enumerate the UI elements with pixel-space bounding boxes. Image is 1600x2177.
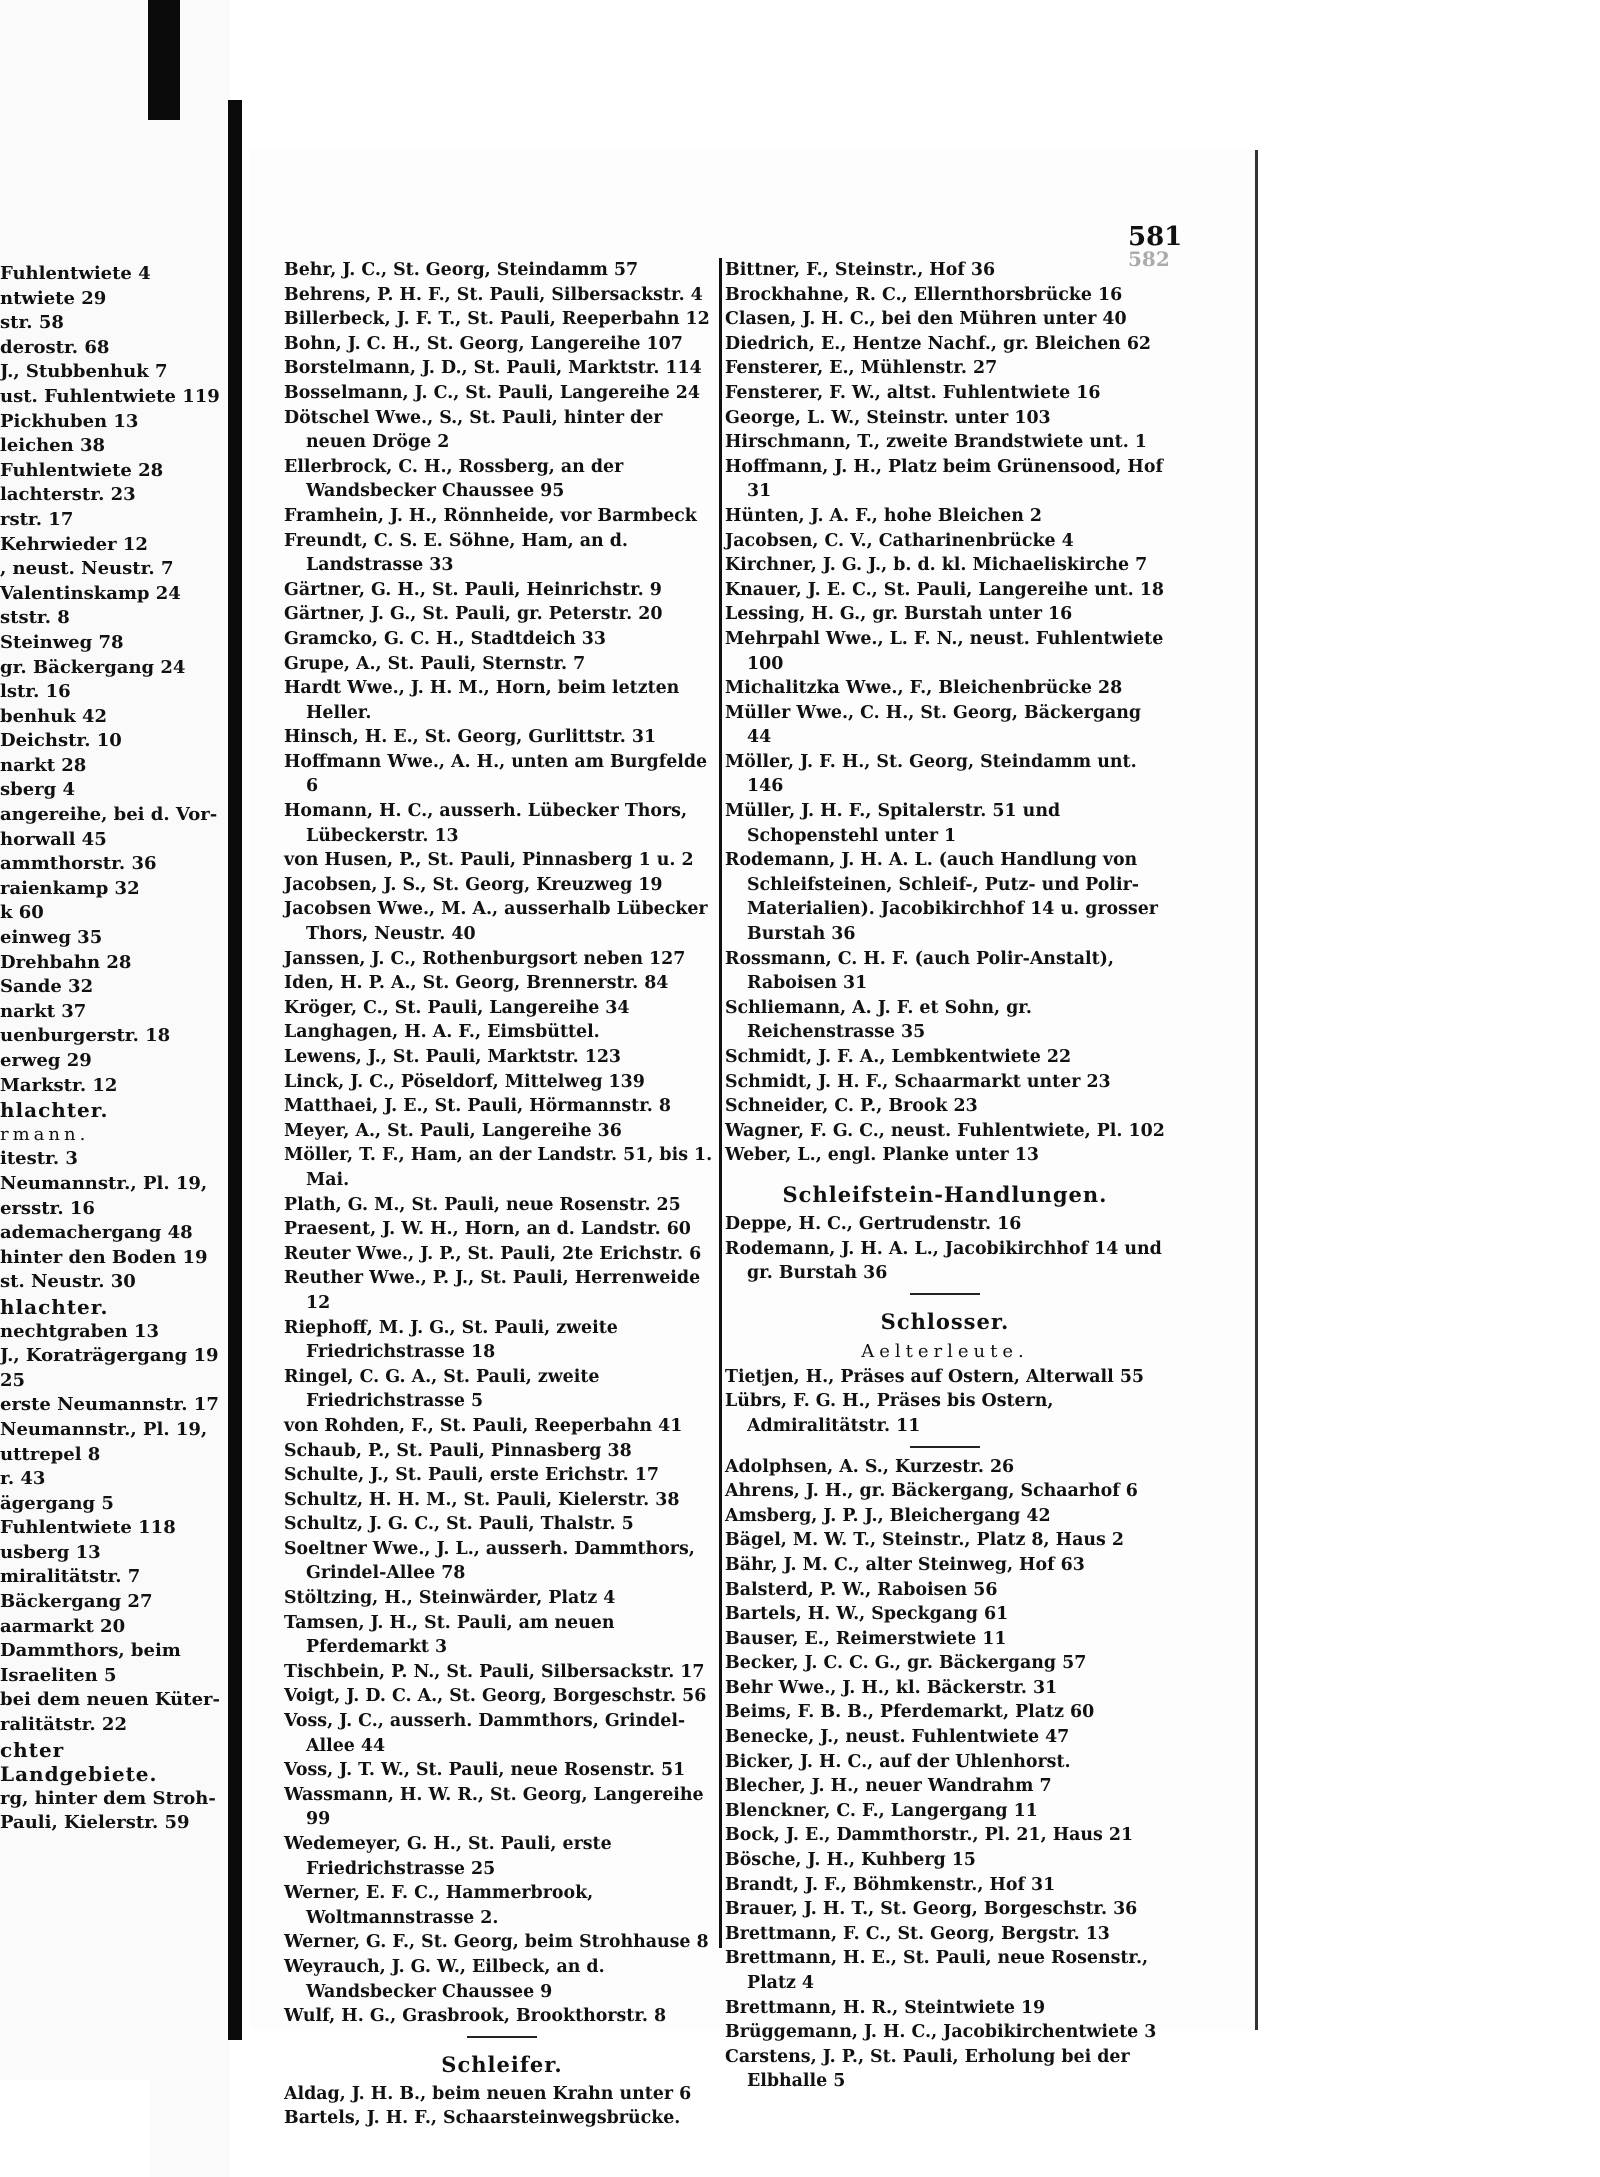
left-page-fragment: Fuhlentwiete 28 [0,459,164,481]
bottom-margin [0,2080,150,2177]
left-page-fragment: ägergang 5 [0,1492,114,1514]
heading-schleifstein-handlungen: Schleifstein-Handlungen. [782,1181,1108,1207]
directory-entry: Reuter Wwe., J. P., St. Pauli, 2te Erichstr. 6 [284,1243,702,1264]
left-page-fragment: ust. Fuhlentwiete 119 [0,385,220,407]
directory-entry: Beims, F. B. B., Pferdemarkt, Platz 60 [725,1702,1095,1723]
directory-entry: Deppe, H. C., Gertrudenstr. 16 [725,1213,1022,1234]
directory-entry: Schliemann, A. J. F. et Sohn, gr. Reichenstrasse 35 [725,997,1032,1043]
directory-entry: Praesent, J. W. H., Horn, an d. Landstr. 60 [284,1219,691,1240]
left-page-fragment: aarmarkt 20 [0,1615,126,1637]
left-page-fragment: rg, hinter dem Stroh- [0,1787,216,1809]
directory-entry: Ellerbrock, C. H., Rossberg, an der Wandsbecker Chaussee 95 [284,456,624,502]
left-page-fragment: k 60 [0,902,44,924]
left-page-fragment: Fuhlentwiete 4 [0,263,151,284]
left-page-fragment: hinter den Boden 19 [0,1246,208,1268]
directory-entry: Billerbeck, J. F. T., St. Pauli, Reeperbahn 12 [284,309,710,330]
directory-entry: Lübrs, F. G. H., Präses bis Ostern, Admiralitätstr. 11 [725,1391,1054,1436]
left-page-fragment: Israeliten 5 [0,1664,117,1686]
directory-entry: Voigt, J. D. C. A., St. Georg, Borgeschstr. 56 [284,1686,707,1707]
left-page-fragment: ersstr. 16 [0,1197,95,1219]
directory-entry: Brandt, J. F., Böhmkenstr., Hof 31 [725,1874,1056,1895]
directory-entry: Müller, J. H. F., Spitalerstr. 51 und Schopenstehl unter 1 [725,801,1061,846]
left-page-fragment: ststr. 8 [0,607,70,629]
left-page-fragment: rstr. 17 [0,508,74,530]
left-page-fragment: rmann. [0,1123,90,1145]
section-divider [910,1293,980,1295]
directory-entry: Wagner, F. G. C., neust. Fuhlentwiete, Pl. 102 [725,1120,1165,1141]
directory-entry: Framhein, J. H., Rönnheide, vor Barmbeck [284,505,697,526]
left-page-fragment: miralitätstr. 7 [0,1566,141,1588]
section-divider [910,1446,980,1448]
directory-entry: Hoffmann Wwe., A. H., unten am Burgfelde 6 [284,751,708,797]
left-page-fragment: Steinweg 78 [0,631,124,653]
left-page-fragment: Fuhlentwiete 118 [0,1517,176,1539]
directory-entry: Plath, G. M., St. Pauli, neue Rosenstr. 25 [284,1194,681,1215]
directory-entry: Hünten, J. A. F., hohe Bleichen 2 [725,505,1042,526]
directory-entry: Aldag, J. H. B., beim neuen Krahn unter 6 [284,2083,692,2104]
directory-entry: Hardt Wwe., J. H. M., Horn, beim letzten Heller. [284,678,680,723]
column-2 [725,258,1165,2094]
directory-entry: Rossmann, C. H. F. (auch Polir-Anstalt), Raboisen 31 [725,948,1114,994]
left-page-fragment: lstr. 16 [0,681,71,703]
directory-entry: Balsterd, P. W., Raboisen 56 [725,1579,998,1600]
directory-entry: Bauser, E., Reimerstwiete 11 [725,1628,1007,1649]
directory-entry: Borstelmann, J. D., St. Pauli, Marktstr. 114 [284,358,702,379]
directory-entry: Knauer, J. E. C., St. Pauli, Langereihe unt. 18 [725,579,1164,600]
directory-entry: Brockhahne, R. C., Ellernthorsbrücke 16 [725,284,1123,305]
directory-entry: Iden, H. P. A., St. Georg, Brennerstr. 84 [284,973,669,994]
directory-entry: Bittner, F., Steinstr., Hof 36 [725,260,996,280]
directory-entry: Grupe, A., St. Pauli, Sternstr. 7 [284,653,586,674]
directory-entry: Werner, E. F. C., Hammerbrook, Woltmannstrasse 2. [284,1883,594,1928]
directory-entry: Rodemann, J. H. A. L., Jacobikirchhof 14 und gr. Burstah 36 [725,1238,1162,1284]
directory-entry: Carstens, J. P., St. Pauli, Erholung bei der Elbhalle 5 [725,2046,1130,2092]
left-page [0,0,232,2040]
left-page-fragment: ademachergang 48 [0,1222,193,1244]
directory-entry: Voss, J. T. W., St. Pauli, neue Rosenstr. 51 [284,1760,686,1781]
column-1-entries [284,258,720,2029]
directory-entry: Bicker, J. H. C., auf der Uhlenhorst. [725,1751,1071,1772]
left-page-fragment: einweg 35 [0,927,103,949]
directory-entry: George, L. W., Steinstr. unter 103 [725,407,1051,428]
directory-entry: Schultz, H. H. M., St. Pauli, Kielerstr. 38 [284,1489,680,1510]
directory-entry: Blecher, J. H., neuer Wandrahm 7 [725,1776,1052,1797]
left-page-fragment: chter [0,1737,65,1762]
directory-entry: Blenckner, C. F., Langergang 11 [725,1800,1038,1821]
left-page-fragment: Pauli, Kielerstr. 59 [0,1812,190,1834]
directory-entry: Weyrauch, J. G. W., Eilbeck, an d. Wandsbecker Chaussee 9 [284,1956,605,2002]
schlosser-entries [725,1455,1165,2094]
heading-schleifer: Schleifer. [441,2051,563,2077]
left-page-fragment: raienkamp 32 [0,877,140,899]
left-page-fragment: Drehbahn 28 [0,951,132,973]
directory-entry: Hirschmann, T., zweite Brandstwiete unt. 1 [725,432,1147,453]
directory-entry: Hinsch, H. E., St. Georg, Gurlittstr. 31 [284,727,657,748]
directory-entry: Tischbein, P. N., St. Pauli, Silbersackstr. 17 [284,1661,705,1682]
directory-entry: Langhagen, H. A. F., Eimsbüttel. [284,1022,600,1043]
directory-entry: Wassmann, H. W. R., St. Georg, Langereihe 99 [284,1784,704,1830]
directory-entry: Jacobsen, C. V., Catharinenbrücke 4 [725,530,1074,551]
directory-entry: Weber, L., engl. Planke unter 13 [725,1145,1039,1166]
column-2-entries [725,258,1165,1168]
left-page-fragment: angereihe, bei d. Vor- [0,804,218,826]
left-page-fragment: erste Neumannstr. 17 [0,1394,219,1416]
left-page-fragment: Sande 32 [0,976,94,998]
left-page-fragment: uttrepel 8 [0,1443,101,1465]
directory-entry: Kirchner, J. G. J., b. d. kl. Michaeliskirche 7 [725,555,1148,576]
left-page-fragment: gr. Bäckergang 24 [0,656,186,678]
directory-entry: Mehrpahl Wwe., L. F. N., neust. Fuhlentwiete 100 [725,628,1164,674]
directory-entry: Adolphsen, A. S., Kurzestr. 26 [725,1456,1015,1477]
left-page-fragment: ammthorstr. 36 [0,853,157,875]
directory-entry: Meyer, A., St. Pauli, Langereihe 36 [284,1120,622,1141]
directory-entry: Soeltner Wwe., J. L., ausserh. Dammthors, Grindel-Allee 78 [284,1538,695,1584]
left-page-fragment: ralitätstr. 22 [0,1714,127,1736]
left-page-fragment: uenburgerstr. 18 [0,1025,171,1047]
directory-entry: Dötschel Wwe., S., St. Pauli, hinter der neuen Dröge 2 [284,407,663,453]
left-page-fragment: horwall 45 [0,828,107,850]
directory-entry: Bosselmann, J. C., St. Pauli, Langereihe 24 [284,382,701,403]
directory-entry: Brettmann, H. E., St. Pauli, neue Rosenstr., Platz 4 [725,1948,1149,1993]
directory-entry: Ringel, C. G. A., St. Pauli, zweite Friedrichstrasse 5 [284,1366,600,1412]
directory-entry: Ahrens, J. H., gr. Bäckergang, Schaarhof 6 [725,1481,1138,1502]
left-page-fragment: ntwiete 29 [0,287,107,309]
left-page-fragment: J., Stubbenhuk 7 [0,361,168,383]
left-page-fragment: Kehrwieder 12 [0,533,148,555]
left-page-fragment: usberg 13 [0,1541,101,1563]
schleifstein-entries [725,1212,1165,1286]
directory-entry: Gärtner, G. H., St. Pauli, Heinrichstr. 9 [284,579,662,600]
left-page-fragment: Neumannstr., Pl. 19, [0,1418,208,1440]
left-page-entries [0,262,232,1836]
directory-entry: Lewens, J., St. Pauli, Marktstr. 123 [284,1047,622,1067]
left-page-fragment: str. 58 [0,312,64,334]
page-number: 581 [1128,222,1183,252]
directory-entry: Schmidt, J. H. F., Schaarmarkt unter 23 [725,1071,1111,1092]
directory-entry: Schulte, J., St. Pauli, erste Erichstr. 17 [284,1465,659,1486]
left-page-fragment: Landgebiete. [0,1762,158,1787]
directory-entry: Tamsen, J. H., St. Pauli, am neuen Pferdemarkt 3 [284,1612,615,1658]
directory-entry: Bähr, J. M. C., alter Steinweg, Hof 63 [725,1554,1085,1575]
directory-entry: Janssen, J. C., Rothenburgsort neben 127 [284,948,686,969]
directory-entry: Jacobsen, J. S., St. Georg, Kreuzweg 19 [284,874,663,895]
left-page-fragment: r. 43 [0,1468,46,1490]
directory-entry: Bösche, J. H., Kuhberg 15 [725,1850,976,1871]
left-page-fragment: st. Neustr. 30 [0,1271,136,1293]
left-page-fragment: J., Koraträgergang 19 [0,1345,219,1367]
directory-entry: Fensterer, E., Mühlenstr. 27 [725,358,998,379]
left-page-fragment: Bäckergang 27 [0,1591,153,1613]
directory-entry: Wulf, H. G., Grasbrook, Brookthorstr. 8 [284,2006,667,2027]
directory-entry: Behrens, P. H. F., St. Pauli, Silbersackstr. 4 [284,284,703,305]
directory-entry: Gramcko, G. C. H., Stadtdeich 33 [284,628,606,649]
directory-entry: von Husen, P., St. Pauli, Pinnasberg 1 u. 2 [284,850,694,871]
directory-entry: Riephoff, M. J. G., St. Pauli, zweite Friedrichstrasse 18 [284,1317,618,1363]
left-page-fragment: bei dem neuen Küter- [0,1689,220,1711]
directory-entry: Freundt, C. S. E. Söhne, Ham, an d. Landstrasse 33 [284,530,628,576]
section-divider [467,2036,537,2038]
directory-entry: Linck, J. C., Pöseldorf, Mittelweg 139 [284,1071,645,1092]
directory-entry: Gärtner, J. G., St. Pauli, gr. Peterstr. 20 [284,604,663,625]
directory-entry: Brauer, J. H. T., St. Georg, Borgeschstr. 36 [725,1899,1138,1920]
directory-entry: Clasen, J. H. C., bei den Mühren unter 40 [725,309,1127,330]
left-page-fragment: 25 [0,1369,26,1391]
directory-entry: Schaub, P., St. Pauli, Pinnasberg 38 [284,1440,632,1461]
directory-entry: Diedrich, E., Hentze Nachf., gr. Bleichen 62 [725,333,1152,354]
directory-entry: Voss, J. C., ausserh. Dammthors, Grindel-Allee 44 [284,1711,686,1756]
left-page-fragment: Valentinskamp 24 [0,582,181,604]
directory-entry: Matthaei, J. E., St. Pauli, Hörmannstr. 8 [284,1096,671,1117]
left-page-fragment: Markstr. 12 [0,1074,118,1096]
directory-entry: Reuther Wwe., P. J., St. Pauli, Herrenweide 12 [284,1268,701,1313]
left-page-fragment: benhuk 42 [0,705,108,727]
directory-entry: Behr Wwe., J. H., kl. Bäckerstr. 31 [725,1677,1058,1698]
left-page-fragment: nechtgraben 13 [0,1320,160,1342]
left-page-fragment: sberg 4 [0,779,76,801]
left-page-fragment: erweg 29 [0,1050,92,1071]
directory-entry: Bartels, H. W., Speckgang 61 [725,1604,1009,1625]
left-page-fragment: , neust. Neustr. 7 [0,558,174,580]
heading-schlosser: Schlosser. [880,1308,1010,1334]
directory-entry: Brettmann, F. C., St. Georg, Bergstr. 13 [725,1923,1110,1944]
left-page-fragment: Deichstr. 10 [0,730,122,752]
column-1 [284,258,720,2131]
directory-entry: Fensterer, F. W., altst. Fuhlentwiete 16 [725,382,1101,403]
directory-entry: Schultz, J. G. C., St. Pauli, Thalstr. 5 [284,1514,634,1535]
schleifer-entries [284,2082,720,2131]
directory-entry: Rodemann, J. H. A. L. (auch Handlung von Schleifsteinen, Schleif-, Putz- und Polir-Materialien). Jacobikirchhof 14 u. grosser Burstah 36 [725,850,1158,945]
left-page-fragment: narkt 37 [0,1000,87,1022]
left-page-fragment: leichen 38 [0,435,106,457]
directory-entry: Brüggemann, J. H. C., Jacobikirchentwiete 3 [725,2022,1157,2043]
left-page-fragment: derostr. 68 [0,336,110,358]
left-page-fragment: Dammthors, beim [0,1640,181,1662]
directory-entry: Brettmann, H. R., Steintwiete 19 [725,1997,1046,2018]
directory-entry: Bägel, M. W. T., Steinstr., Platz 8, Haus 2 [725,1530,1124,1551]
directory-entry: Tietjen, H., Präses auf Ostern, Alterwall 55 [725,1366,1145,1387]
directory-entry: Bartels, J. H. F., Schaarsteinwegsbrücke. [284,2108,681,2129]
directory-entry: Amsberg, J. P. J., Bleichergang 42 [725,1505,1051,1526]
directory-entry: Michalitzka Wwe., F., Bleichenbrücke 28 [725,678,1123,699]
page-number-bleedthrough: 582 [1128,247,1170,271]
directory-entry: Hoffmann, J. H., Platz beim Grünensood, Hof 31 [725,456,1163,502]
directory-entry: Stöltzing, H., Steinwärder, Platz 4 [284,1588,616,1609]
directory-entry: Bohn, J. C. H., St. Georg, Langereihe 107 [284,333,683,354]
subheading-aelterleute: Aelterleute. [861,1340,1029,1362]
directory-entry: Lessing, H. G., gr. Burstah unter 16 [725,604,1073,625]
directory-entry: Müller Wwe., C. H., St. Georg, Bäckergang 44 [725,702,1142,748]
directory-entry: Jacobsen Wwe., M. A., ausserhalb Lübecker Thors, Neustr. 40 [284,899,708,945]
directory-entry: Wedemeyer, G. H., St. Pauli, erste Friedrichstrasse 25 [284,1834,612,1879]
directory-entry: Kröger, C., St. Pauli, Langereihe 34 [284,997,630,1018]
directory-entry: Homann, H. C., ausserh. Lübecker Thors, Lübeckerstr. 13 [284,801,688,846]
left-page-fragment: hlachter. [0,1098,109,1123]
left-page-fragment: Neumannstr., Pl. 19, [0,1172,208,1194]
left-page-fragment: lachterstr. 23 [0,484,136,506]
left-page-fragment: Pickhuben 13 [0,410,139,432]
left-page-fragment: narkt 28 [0,754,87,776]
directory-entry: Schmidt, J. F. A., Lembkentwiete 22 [725,1047,1072,1067]
left-page-fragment: itestr. 3 [0,1148,78,1170]
left-page-fragment: hlachter. [0,1294,109,1319]
directory-entry: Behr, J. C., St. Georg, Steindamm 57 [284,260,639,280]
directory-entry: Benecke, J., neust. Fuhlentwiete 47 [725,1727,1070,1748]
directory-entry: von Rohden, F., St. Pauli, Reeperbahn 41 [284,1415,683,1436]
directory-entry: Bock, J. E., Dammthorstr., Pl. 21, Haus 21 [725,1825,1134,1846]
directory-entry: Schneider, C. P., Brook 23 [725,1096,978,1117]
elders-entries [725,1365,1165,1439]
directory-entry: Becker, J. C. C. G., gr. Bäckergang 57 [725,1653,1087,1674]
directory-entry: Möller, T. F., Ham, an der Landstr. 51, bis 1. Mai. [284,1145,713,1190]
directory-entry: Werner, G. F., St. Georg, beim Strohhause 8 [284,1932,709,1953]
directory-entry: Möller, J. F. H., St. Georg, Steindamm unt. 146 [725,751,1137,797]
